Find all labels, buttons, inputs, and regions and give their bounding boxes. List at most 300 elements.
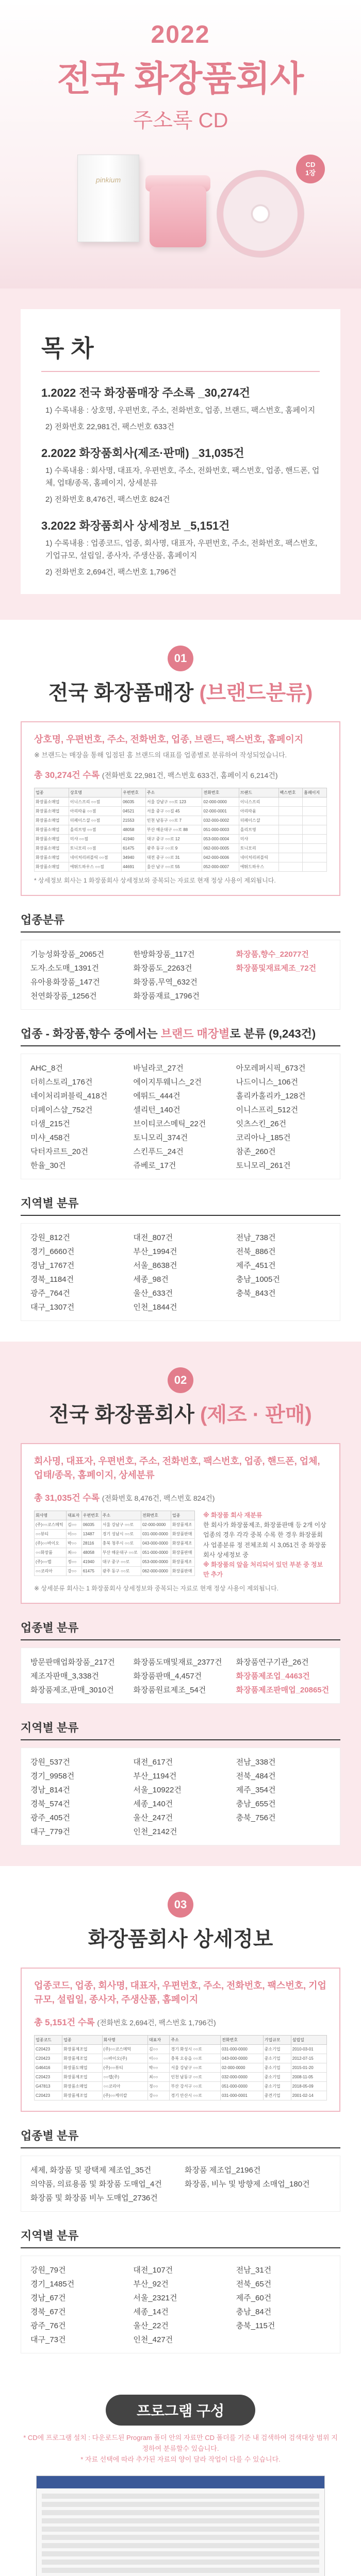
- table-cell: C20423: [35, 2073, 62, 2082]
- table-cell: 화장품소매업: [35, 816, 69, 825]
- table-cell: ○○바이오(주): [102, 2054, 147, 2063]
- table-cell: C20423: [35, 2091, 62, 2100]
- table-cell: 김○○: [147, 2045, 169, 2054]
- grid-item: 쥬베로_17건: [133, 1161, 176, 1170]
- table-cell: 화장품판매: [171, 1567, 194, 1576]
- table-header-cell: 대표자: [147, 2036, 169, 2045]
- section-stores: [0, 620, 361, 1342]
- grid-item: 도자.소도매_1391건: [30, 964, 99, 973]
- table-cell: 광주 동구 ○○로 9: [145, 844, 202, 853]
- table-cell: 화장품제조: [171, 1557, 194, 1567]
- grid-item: 잇츠스킨_26건: [236, 1120, 287, 1128]
- table-cell: 화장품판매: [171, 1530, 194, 1539]
- table-cell: 34940: [122, 853, 146, 862]
- table-header-cell: 업종: [171, 1511, 194, 1520]
- grid-item: 아모레퍼시픽_673건: [236, 1064, 306, 1073]
- table-header-cell: 전화번호: [202, 788, 239, 798]
- badge-line1: CD: [305, 161, 316, 169]
- table-row: [35, 2073, 327, 2082]
- table-cell: 정○○: [147, 2082, 169, 2091]
- table-cell: 중소기업: [263, 2073, 291, 2082]
- section-3-category-heading: 업종별 분류: [21, 2127, 340, 2148]
- grid-item: 경기_9958건: [30, 1772, 75, 1781]
- table-row: [35, 825, 327, 835]
- table-cell: 화장품소매업: [35, 862, 69, 872]
- table-cell: 에뛰드하우스: [239, 862, 278, 872]
- table-row: [35, 2045, 327, 2054]
- table-cell: C20423: [35, 2045, 62, 2054]
- grid-item: 제주_60건: [236, 2294, 272, 2303]
- hero-title: 전국 화장품회사: [57, 59, 304, 98]
- section-1-brand-grid: [21, 1054, 340, 1179]
- table-cell: 더페이스샵: [239, 816, 278, 825]
- table-cell: 아리따움 ○○점: [69, 807, 121, 816]
- side-note-line-2: 한 회사가 화장품제조, 화장품판매 등 2개 이상 업종의 경우 각각 중복 수록 한 경우 화장품회사 업종분류 정 전체조회 시 3,051건 중 화장품회사 상세정보 중: [203, 1521, 326, 1558]
- grid-item: 울산_633건: [133, 1289, 173, 1298]
- grid-item: 세종_98건: [133, 1275, 169, 1284]
- grid-item: 전북_886건: [236, 1247, 276, 1256]
- section-1-title-main: 전국 화장품매장: [48, 682, 194, 704]
- table-cell: 인천 남동구 ○○로 7: [145, 816, 202, 825]
- grid-item: 셀리턴_140건: [133, 1106, 180, 1114]
- program-heading: 프로그램 구성: [106, 2395, 255, 2426]
- brand-head-highlight: 브랜드 매장별: [160, 1027, 230, 1040]
- table-cell: (주)○○코스메틱: [102, 2045, 147, 2054]
- table-cell: [303, 807, 327, 816]
- table-cell: 02-000-0000: [221, 2063, 264, 2073]
- toc-item-3-title: 3.2022 화장품회사 상세정보 _5,151건: [41, 519, 230, 532]
- grid-item: 인천_1844건: [133, 1303, 177, 1312]
- table-cell: 화장품제조업: [62, 2054, 102, 2063]
- table-cell: 052-000-0007: [202, 862, 239, 872]
- table-cell: 화장품소매업: [62, 2082, 102, 2091]
- table-row: [35, 844, 327, 853]
- table-cell: [303, 835, 327, 844]
- program-note-2: * 자료 선택에 따라 추가된 자료의 양이 달라 작업이 다를 수 있습니다.: [80, 2455, 281, 2463]
- table-row: [35, 2082, 327, 2091]
- table-cell: 2001-02-14: [291, 2091, 326, 2100]
- table-cell: 화장품제조업: [62, 2045, 102, 2054]
- grid-item: 부산_92건: [133, 2280, 169, 2289]
- table-cell: [278, 844, 303, 853]
- table-row: [35, 1520, 195, 1530]
- section-2-fields: 회사명, 대표자, 우편번호, 주소, 전화번호, 팩스번호, 업종, 핸드폰, 업체, 업태/종목, 홈페이지, 상세분류: [34, 1456, 320, 1480]
- grid-item: 화장품제조,판매_3010건: [30, 1686, 114, 1695]
- table-row: [35, 2091, 327, 2100]
- section-3-sample-table: [34, 2035, 327, 2100]
- table-header-cell: 업종코드: [35, 2036, 62, 2045]
- table-cell: 이니스프리: [239, 798, 278, 807]
- grid-item: 에이지투웨니스_2건: [133, 1078, 202, 1087]
- section-3-region-heading: 지역별 분류: [21, 2227, 340, 2248]
- section-3-total-detail: (전화번호 2,694건, 팩스번호 1,796건): [97, 2019, 216, 2027]
- table-cell: 강○○: [147, 2091, 169, 2100]
- grid-item: 세종_140건: [133, 1800, 173, 1809]
- grid-item: 대전_617건: [133, 1758, 173, 1767]
- table-cell: 토니모리: [239, 844, 278, 853]
- table-cell: 대전 중구 ○○로 31: [145, 853, 202, 862]
- table-cell: 44691: [122, 862, 146, 872]
- grid-item: 제주_354건: [236, 1786, 276, 1795]
- grid-item: 화장품재료_1796건: [133, 992, 200, 1001]
- section-1-region-heading: 지역별 분류: [21, 1195, 340, 1216]
- grid-item: 이니스프리_512건: [236, 1106, 298, 1114]
- grid-item: [236, 976, 331, 987]
- table-header-cell: 주소: [101, 1511, 141, 1520]
- table-row: [35, 1539, 195, 1548]
- section-1-title: [21, 676, 340, 706]
- grid-item: 화장품 및 화장품 비누 도매업_2736건: [30, 2194, 158, 2203]
- table-cell: 중소기업: [263, 2045, 291, 2054]
- hero-year: 2022: [151, 21, 210, 48]
- table-cell: [278, 853, 303, 862]
- side-note-line-3: ※ 화장품의 앞을 처리되어 있던 부분 중 정보만 추가: [203, 1561, 323, 1579]
- table-cell: 2010-03-01: [291, 2045, 326, 2054]
- grid-item: 경남_814건: [30, 1786, 70, 1795]
- section-1-number: 01: [168, 646, 193, 671]
- table-cell: 박○○: [147, 2063, 169, 2073]
- table-cell: 화장품제조업: [62, 2073, 102, 2082]
- grid-item: 화장품및재료제조_72건: [236, 964, 317, 973]
- table-cell: 화장품제조: [171, 1520, 194, 1530]
- grid-item: 경북_67건: [30, 2308, 66, 2317]
- grid-item: 충북_843건: [236, 1289, 276, 1298]
- table-cell: 네이처리퍼블릭 ○○점: [69, 853, 121, 862]
- table-cell: 중소기업: [263, 2063, 291, 2073]
- table-cell: 이○○: [66, 1530, 81, 1539]
- grid-item: 인천_427건: [133, 2335, 173, 2345]
- table-cell: 화장품소매업: [35, 844, 69, 853]
- table-header-cell: 업종: [62, 2036, 102, 2045]
- grid-item: 서울_2321건: [133, 2294, 177, 2303]
- grid-item: 강원_537건: [30, 1758, 70, 1767]
- grid-item: 스킨푸드_24건: [133, 1147, 184, 1156]
- table-cell: [303, 853, 327, 862]
- table-header-cell: 회사명: [35, 1511, 67, 1520]
- toc-heading: 목 차: [41, 330, 320, 372]
- table-cell: 경기 성남시 ○○로: [101, 1530, 141, 1539]
- grid-item: 화장품,무역_632건: [133, 978, 198, 987]
- table-cell: 48058: [122, 825, 146, 835]
- table-cell: [278, 825, 303, 835]
- table-header-cell: 대표자: [66, 1511, 81, 1520]
- grid-item: 에뛰드_444건: [133, 1092, 180, 1100]
- table-cell: 61475: [81, 1567, 101, 1576]
- table-cell: 2012-07-15: [291, 2054, 326, 2063]
- table-cell: 인천 남동구 ○○로: [170, 2073, 221, 2082]
- section-2-title: [21, 1398, 340, 1428]
- table-cell: [278, 862, 303, 872]
- grid-item: 화장품연구기관_26건: [236, 1658, 309, 1667]
- section-2-table-wrap: [34, 1511, 327, 1580]
- table-cell: ○○코리아: [102, 2082, 147, 2091]
- grid-item: 경기_1485건: [30, 2280, 75, 2289]
- program-note-1: * CD에 프로그램 설치 : 다운로드된 Program 폴더 안의 자료만 CD 폴더를 기준 내 검색하여 검색대상 범위 지정하여 분류할수 있습니다.: [23, 2434, 338, 2453]
- grid-item: 인천_2142건: [133, 1827, 177, 1837]
- table-cell: 02-000-0000: [141, 1520, 171, 1530]
- grid-item: 제주_451건: [236, 1261, 276, 1270]
- table-cell: 화장품소매업: [35, 798, 69, 807]
- table-header-cell: 홈페이지: [303, 788, 327, 798]
- grid-item: 전남_338건: [236, 1758, 276, 1767]
- grid-item: [236, 990, 331, 1001]
- table-cell: 2018-05-09: [291, 2082, 326, 2091]
- table-cell: 울산 남구 ○○로 55: [145, 862, 202, 872]
- grid-item: 충북_115건: [236, 2321, 275, 2331]
- table-cell: [278, 807, 303, 816]
- grid-item: 경기_6660건: [30, 1247, 75, 1256]
- table-cell: [303, 816, 327, 825]
- grid-item: 경북_574건: [30, 1800, 70, 1809]
- table-header-cell: 전화번호: [141, 1511, 171, 1520]
- table-cell: 053-000-0004: [202, 835, 239, 844]
- table-cell: [303, 844, 327, 853]
- grid-item: 바닐라코_27건: [133, 1064, 184, 1073]
- grid-item: 화장품, 비누 및 방향제 소매업_180건: [185, 2180, 310, 2189]
- grid-item: 화장품제조업_4463건: [236, 1672, 310, 1681]
- table-cell: 06035: [122, 798, 146, 807]
- section-3-region-grid: [21, 2256, 340, 2353]
- section-1-total: [34, 768, 327, 781]
- table-row: [35, 1530, 195, 1539]
- badge-line2: 1장: [305, 169, 316, 177]
- program-section: [0, 2374, 361, 2576]
- toc-item-2-line-1: 1) 수록내용 : 회사명, 대표자, 우편번호, 주소, 전화번호, 팩스번호, 업종, 핸드폰, 업체, 업태/종목, 홈페이지, 상세분류: [45, 466, 320, 487]
- grid-item: 대전_107건: [133, 2266, 173, 2275]
- section-2-number: 02: [168, 1367, 193, 1393]
- table-cell: 아리따움: [239, 807, 278, 816]
- table-cell: ○○화장품: [35, 1548, 67, 1557]
- section-companies: [0, 1342, 361, 1866]
- table-cell: 051-000-0000: [221, 2082, 264, 2091]
- section-2-title-main: 전국 화장품회사: [49, 1403, 194, 1426]
- table-cell: [278, 798, 303, 807]
- table-cell: 미샤: [239, 835, 278, 844]
- table-cell: 화장품도매업: [62, 2063, 102, 2073]
- section-2-title-suffix: (제조 · 판매): [200, 1403, 312, 1426]
- grid-item: 토니모리_374건: [133, 1133, 188, 1142]
- section-2-sample-table: [34, 1511, 195, 1576]
- table-header-cell: 기업규모: [263, 2036, 291, 2045]
- table-row: [35, 798, 327, 807]
- program-notes: [21, 2433, 340, 2465]
- table-cell: [278, 835, 303, 844]
- grid-item: 화장품도매및재료_2377건: [133, 1658, 222, 1667]
- toc-item-1-line-1: 1) 수록내용 : 상호명, 우편번호, 주소, 전화번호, 업종, 브랜드, 팩스번호, 홈페이지: [45, 406, 316, 415]
- grid-item: 화장품제조판매업_20865건: [236, 1686, 330, 1695]
- table-cell: 네이처리퍼블릭: [239, 853, 278, 862]
- toc-item-1-title: 1.2022 전국 화장품매장 주소록 _30,274건: [41, 386, 251, 399]
- section-3-category-grid: [21, 2156, 340, 2212]
- grid-item: 제조자판매_3,338건: [30, 1672, 99, 1681]
- grid-item: 네이처리퍼블릭_418건: [30, 1092, 108, 1100]
- table-header-cell: 업종: [35, 788, 69, 798]
- table-header-cell: 우편번호: [122, 788, 146, 798]
- section-1-region-grid: [21, 1223, 340, 1321]
- section-3-fields: 업종코드, 업종, 회사명, 대표자, 우편번호, 주소, 전화번호, 팩스번호, 기업규모, 설립일, 종사자, 주생산품, 홈페이지: [34, 1980, 326, 2005]
- grid-item: 전북_65건: [236, 2280, 272, 2289]
- table-cell: 토니모리 ○○점: [69, 844, 121, 853]
- section-3-total-label: 총 5,151건 수록: [34, 2018, 95, 2028]
- table-cell: 중견기업: [263, 2091, 291, 2100]
- section-2-total-detail: (전화번호 8,476건, 팩스번호 824건): [102, 1494, 215, 1502]
- section-3-title: 화장품회사 상세정보: [88, 1928, 273, 1951]
- table-cell: 정○○: [66, 1557, 81, 1567]
- grid-item: 더히스토리_176건: [30, 1078, 93, 1087]
- grid-item: 코리아나_185건: [236, 1133, 291, 1142]
- table-cell: 서울 강남구 ○○로 123: [145, 798, 202, 807]
- section-2-category-heading: 업종별 분류: [21, 1619, 340, 1640]
- cosmetic-jar-image: [150, 185, 206, 247]
- table-cell: 경기 화성시 ○○로: [170, 2045, 221, 2054]
- table-cell: 031-000-0001: [221, 2091, 264, 2100]
- section-2-region-heading: 지역별 분류: [21, 1719, 340, 1740]
- table-header-cell: 브랜드: [239, 788, 278, 798]
- table-cell: (주)○○랩: [35, 1557, 67, 1567]
- table-cell: 28116: [81, 1539, 101, 1548]
- table-row: [35, 862, 327, 872]
- grid-item: 한율_30건: [30, 1161, 66, 1170]
- grid-item: 의약품, 의료용품 및 화장품 도매업_4건: [30, 2180, 162, 2189]
- grid-item: 충남_84건: [236, 2308, 272, 2317]
- grid-item: [236, 1301, 331, 1312]
- grid-item: 충남_655건: [236, 1800, 276, 1809]
- section-1-total-detail: (전화번호 22,981건, 팩스번호 633건, 홈페이지 6,214건): [102, 771, 278, 779]
- table-cell: 미샤 ○○점: [69, 835, 121, 844]
- toc-item-2-line-2: 2) 전화번호 8,476건, 팩스번호 824건: [45, 495, 170, 504]
- section-3-number: 03: [168, 1892, 193, 1918]
- grid-item: 서울_10922건: [133, 1786, 182, 1795]
- table-cell: 02-000-0000: [202, 798, 239, 807]
- program-rows: [37, 2488, 324, 2576]
- section-3-field-box: [21, 1968, 340, 2112]
- table-cell: 중소기업: [263, 2054, 291, 2063]
- table-cell: 이니스프리 ○○점: [69, 798, 121, 807]
- grid-item: 한방화장품_117건: [133, 950, 195, 959]
- table-row: [35, 2063, 327, 2073]
- grid-item: 대구_1307건: [30, 1303, 75, 1312]
- section-1-category-heading: 업종분류: [21, 911, 340, 933]
- table-cell: 02-000-0001: [202, 807, 239, 816]
- grid-item: 세종_14건: [133, 2308, 169, 2317]
- table-cell: 화장품소매업: [35, 835, 69, 844]
- grid-item: 천연화장품_1256건: [30, 992, 97, 1001]
- table-row: [35, 807, 327, 816]
- program-screenshot: [36, 2476, 325, 2576]
- grid-item: 대전_807건: [133, 1233, 173, 1242]
- table-cell: 13487: [81, 1530, 101, 1539]
- grid-item: AHC_8건: [30, 1064, 63, 1073]
- section-2-caption: ※ 상세분류 회사는 1 화장품회사 상세정보와 중복되는 자료로 현재 정상 사용이 제외됩니다.: [34, 1585, 279, 1592]
- table-cell: 화장품소매업: [35, 807, 69, 816]
- grid-item: 화장품판매_4,457건: [133, 1672, 202, 1681]
- table-cell: 부산 강서구 ○○로: [170, 2082, 221, 2091]
- table-cell: 최○○: [147, 2073, 169, 2082]
- table-cell: 광주 동구 ○○로: [101, 1567, 141, 1576]
- toc-item-1-line-2: 2) 전화번호 22,981건, 팩스번호 633건: [45, 422, 174, 431]
- grid-item: 충북_756건: [236, 1814, 276, 1823]
- table-cell: 48058: [81, 1548, 101, 1557]
- table-cell: 대구 중구 ○○로: [101, 1557, 141, 1567]
- table-cell: (주)○○뷰티: [102, 2063, 147, 2073]
- table-cell: 04521: [122, 807, 146, 816]
- table-cell: (주)○○바이오: [35, 1539, 67, 1548]
- grid-item: 대구_73건: [30, 2335, 66, 2345]
- section-1-title-suffix: (브랜드분류): [199, 682, 313, 704]
- table-cell: 충북 청주시 ○○로: [101, 1539, 141, 1548]
- grid-item: 화장품 제조업_2196건: [185, 2166, 261, 2175]
- section-1-note: ※ 브랜드는 매장을 통해 입점된 홈 브랜드의 대표를 업종별로 분류하여 작성되었습니다.: [34, 751, 287, 759]
- table-row: [35, 816, 327, 825]
- grid-item: 토니모리_261건: [236, 1161, 291, 1170]
- toc-box: [21, 309, 340, 594]
- table-row: [35, 835, 327, 844]
- table-cell: 부산 해운대구 ○○로: [101, 1548, 141, 1557]
- table-cell: 043-000-0000: [221, 2054, 264, 2063]
- grid-item: 광주_764건: [30, 1289, 70, 1298]
- table-of-contents: [0, 289, 361, 620]
- product-box-image: [77, 155, 139, 242]
- table-cell: [303, 798, 327, 807]
- grid-item: 경남_1767건: [30, 1261, 75, 1270]
- cd-disc-image: [217, 170, 304, 258]
- table-row: [35, 2054, 327, 2063]
- table-cell: 화장품소매업: [35, 825, 69, 835]
- table-cell: ○○뷰티: [35, 1530, 67, 1539]
- table-cell: 이○○: [147, 2054, 169, 2063]
- table-cell: 에뛰드하우스 ○○점: [69, 862, 121, 872]
- grid-item: 더샘_215건: [30, 1120, 70, 1128]
- toc-item-2-title: 2.2022 화장품회사(제조·판매) _31,035건: [41, 447, 244, 460]
- table-cell: 화장품판매: [171, 1548, 194, 1557]
- section-3-total: [34, 2015, 327, 2028]
- grid-item: 참존_260건: [236, 1147, 276, 1156]
- section-1-total-label: 총 30,274건 수록: [34, 770, 100, 780]
- table-row: [35, 1557, 195, 1567]
- table-cell: 부산 해운대구 ○○로 88: [145, 825, 202, 835]
- table-header-cell: 우편번호: [81, 1511, 101, 1520]
- table-cell: 042-000-0006: [202, 853, 239, 862]
- table-cell: 최○○: [66, 1548, 81, 1557]
- grid-item: 화장품,향수_22077건: [236, 950, 309, 959]
- table-cell: 경기 안산시 ○○로: [170, 2091, 221, 2100]
- grid-item: [236, 1826, 331, 1837]
- grid-item: 전북_484건: [236, 1772, 276, 1781]
- table-cell: [303, 862, 327, 872]
- section-2-total-label: 총 31,035건 수록: [34, 1493, 100, 1503]
- table-cell: [303, 825, 327, 835]
- table-cell: 서울 강남구 ○○로: [101, 1520, 141, 1530]
- section-1-fields: 상호명, 우편번호, 주소, 전화번호, 업종, 브랜드, 팩스번호, 홈페이지: [34, 734, 304, 744]
- section-2-side-note: [203, 1511, 327, 1580]
- grid-item: 서울_8638건: [133, 1261, 177, 1270]
- toc-item-3-line-1: 1) 수록내용 : 업종코드, 업종, 회사명, 대표자, 우편번호, 주소, 전화번호, 팩스번호, 기업규모, 설립일, 종사자, 주생산품, 홈페이지: [45, 539, 318, 560]
- table-cell: 2008-11-05: [291, 2073, 326, 2082]
- table-cell: 김○○: [66, 1520, 81, 1530]
- table-cell: 21553: [122, 816, 146, 825]
- side-note-line-1: ※ 화장품 회사 재분류: [203, 1512, 262, 1519]
- grid-item: 강원_812건: [30, 1233, 70, 1242]
- grid-item: 미샤_458건: [30, 1133, 70, 1142]
- grid-item: 유아용화장품_147건: [30, 978, 100, 987]
- table-cell: 61475: [122, 844, 146, 853]
- table-cell: G47813: [35, 2082, 62, 2091]
- table-header-cell: 주소: [145, 788, 202, 798]
- grid-item: 홀리카홀리카_128건: [236, 1092, 306, 1100]
- grid-item: 강원_79건: [30, 2266, 66, 2275]
- table-cell: 043-000-0000: [141, 1539, 171, 1548]
- section-1-sample-table: [34, 788, 327, 872]
